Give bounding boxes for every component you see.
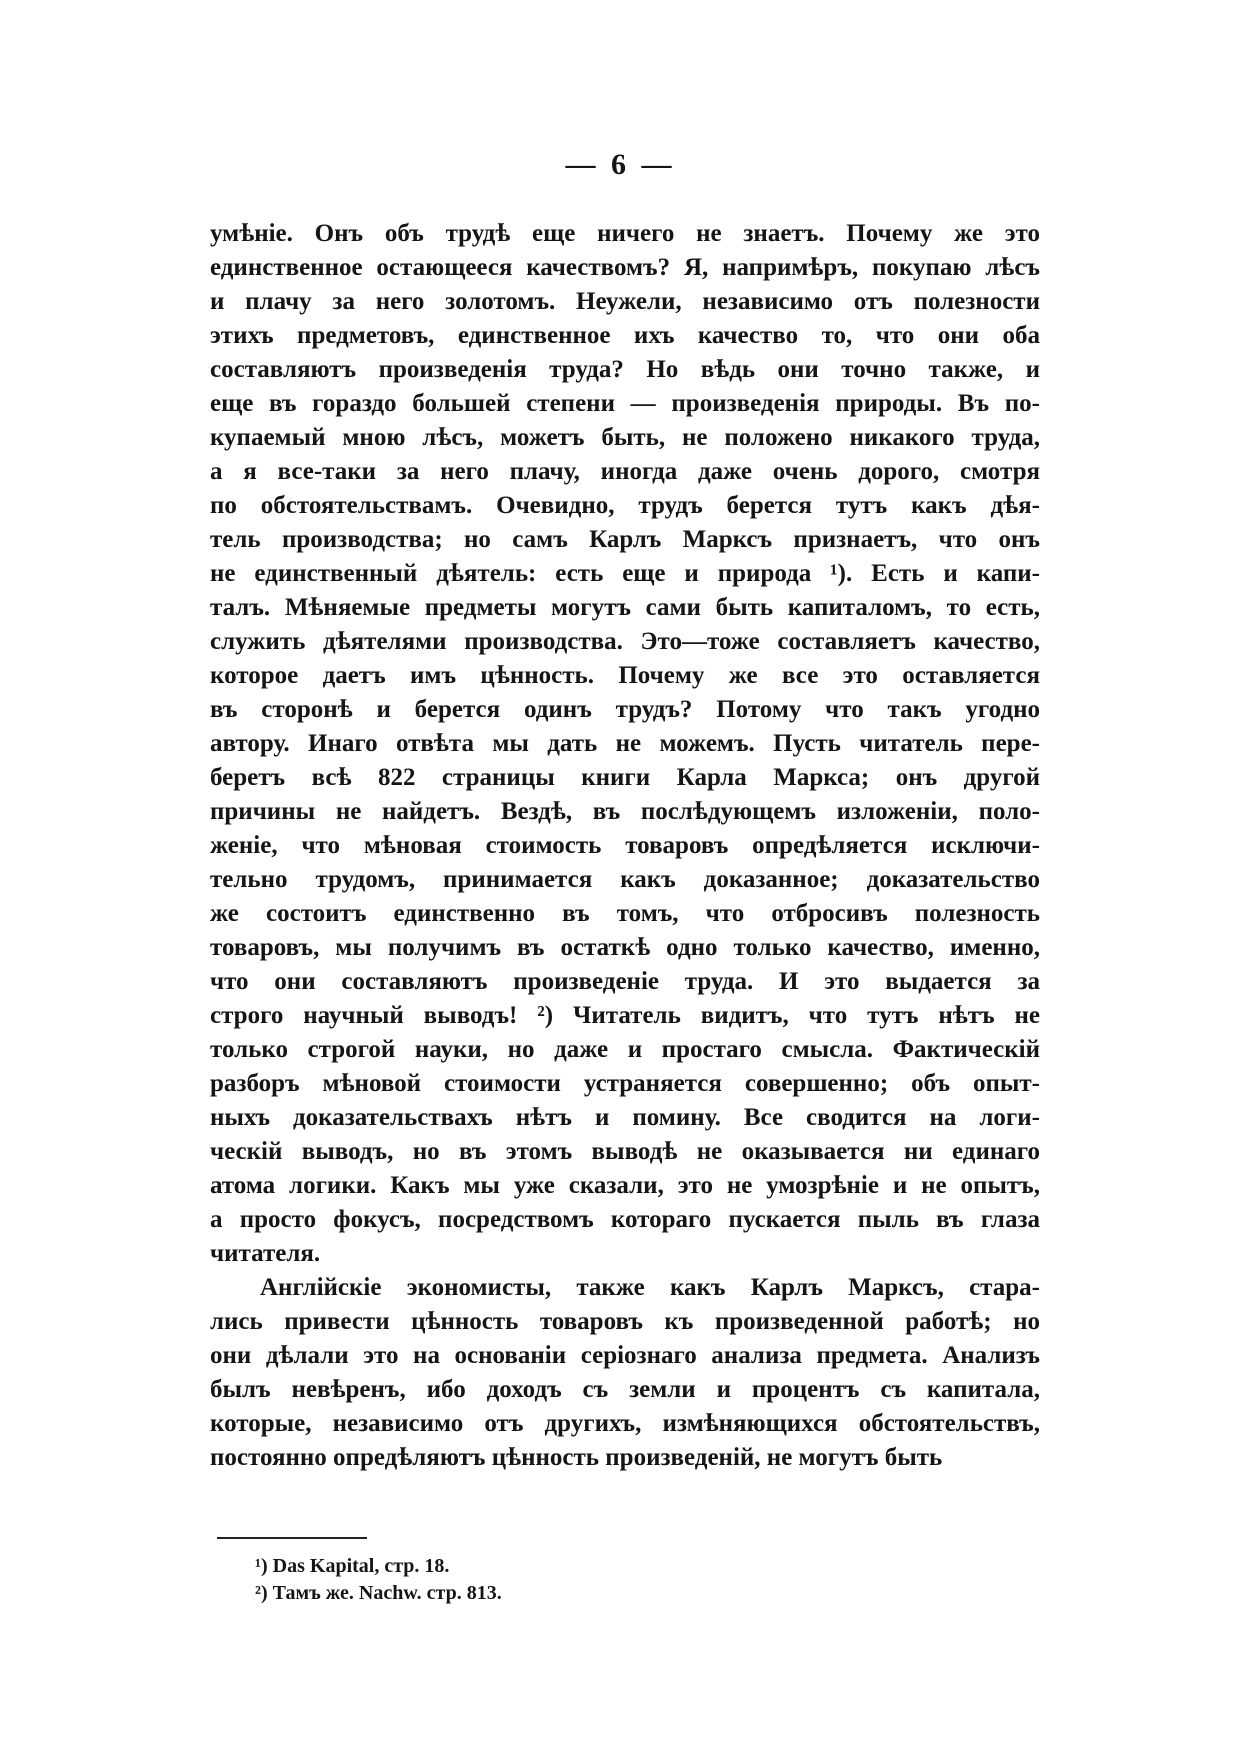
text-line: талъ. Мѣняемые предметы могутъ сами быть капиталомъ, то есть, bbox=[210, 594, 1040, 621]
text-line: автору. Инаго отвѣта мы дать не можемъ. Пусть читатель пере- bbox=[210, 730, 1040, 757]
text-line: беретъ всѣ 822 страницы книги Карла Маркса; онъ другой bbox=[210, 764, 1040, 791]
text-line: лись привести цѣнность товаровъ къ произведенной работѣ; но bbox=[210, 1308, 1040, 1335]
text-line: служить дѣятелями производства. Это—тоже составляетъ качество, bbox=[210, 628, 1040, 655]
paragraph bbox=[210, 1271, 1040, 1475]
text-line: въ сторонѣ и берется одинъ трудъ? Потому что такъ угодно bbox=[210, 696, 1040, 723]
text-line: атома логики. Какъ мы уже сказали, это не умозрѣніе и не опытъ, bbox=[210, 1172, 1040, 1199]
text-line: Англійскіе экономисты, также какъ Карлъ Марксъ, стара- bbox=[260, 1274, 1040, 1301]
text-line: ческій выводъ, но въ этомъ выводѣ не оказывается ни единаго bbox=[210, 1138, 1040, 1165]
text-line: они дѣлали это на основаніи серіознаго анализа предмета. Анализъ bbox=[210, 1342, 1040, 1369]
text-line: составляютъ произведенія труда? Но вѣдь они точно также, и bbox=[210, 356, 1040, 383]
text-line: еще въ гораздо большей степени — произведенія природы. Въ по- bbox=[210, 390, 1040, 417]
paragraph bbox=[210, 217, 1040, 1271]
text-line: строго научный выводъ! ²) Читатель видитъ, что тутъ нѣтъ не bbox=[210, 1002, 1040, 1029]
text-line: которые, независимо отъ другихъ, измѣняющихся обстоятельствъ, bbox=[210, 1410, 1040, 1437]
text-line: разборъ мѣновой стоимости устраняется совершенно; объ опыт- bbox=[210, 1070, 1040, 1097]
text-line: этихъ предметовъ, единственное ихъ качество то, что они оба bbox=[210, 322, 1040, 349]
text-line: ныхъ доказательствахъ нѣтъ и помину. Все сводится на логи- bbox=[210, 1104, 1040, 1131]
text-line: женіе, что мѣновая стоимость товаровъ опредѣляется исключи- bbox=[210, 832, 1040, 859]
text-line: умѣніе. Онъ объ трудѣ еще ничего не знаетъ. Почему же это bbox=[210, 220, 1040, 247]
text-line: по обстоятельствамъ. Очевидно, трудъ берется тутъ какъ дѣя- bbox=[210, 492, 1040, 519]
text-line: только строгой науки, но даже и простаго смысла. Фактическій bbox=[210, 1036, 1040, 1063]
text-line: единственное остающееся качествомъ? Я, напримѣръ, покупаю лѣсъ bbox=[210, 254, 1040, 281]
footnote-divider bbox=[217, 1537, 367, 1539]
footnote: ²) Тамъ же. Nachw. стр. 813. bbox=[255, 1582, 502, 1604]
text-line: же состоитъ единственно въ томъ, что отбросивъ полезность bbox=[210, 900, 1040, 927]
text-line: которое даетъ имъ цѣнность. Почему же все это оставляется bbox=[210, 662, 1040, 689]
text-line: тель производства; но самъ Карлъ Марксъ признаетъ, что онъ bbox=[210, 526, 1040, 553]
text-line: причины не найдетъ. Вездѣ, въ послѣдующемъ изложеніи, поло- bbox=[210, 798, 1040, 825]
text-line: товаровъ, мы получимъ въ остаткѣ одно только качество, именно, bbox=[210, 934, 1040, 961]
body-text bbox=[210, 217, 1040, 1475]
text-line: постоянно опредѣляютъ цѣнность произведеній, не могутъ быть bbox=[210, 1444, 943, 1471]
text-line: что они составляютъ произведеніе труда. И это выдается за bbox=[210, 968, 1040, 995]
footnote: ¹) Das Kapital, стр. 18. bbox=[255, 1555, 450, 1577]
text-line: былъ невѣренъ, ибо доходъ съ земли и процентъ съ капитала, bbox=[210, 1376, 1040, 1403]
footnotes bbox=[255, 1553, 755, 1607]
text-line: а я все-таки за него плачу, иногда даже очень дорого, смотря bbox=[210, 458, 1040, 485]
text-line: не единственный дѣятель: есть еще и природа ¹). Есть и капи- bbox=[210, 560, 1040, 587]
text-line: купаемый мною лѣсъ, можетъ быть, не положено никакого труда, bbox=[210, 424, 1040, 451]
text-line: а просто фокусъ, посредствомъ котораго пускается пыль въ глаза bbox=[210, 1206, 1040, 1233]
page-number: — 6 — bbox=[565, 148, 676, 181]
text-line: тельно трудомъ, принимается какъ доказанное; доказательство bbox=[210, 866, 1040, 893]
text-line: и плачу за него золотомъ. Неужели, независимо отъ полезности bbox=[210, 288, 1040, 315]
text-line: читателя. bbox=[210, 1240, 321, 1267]
